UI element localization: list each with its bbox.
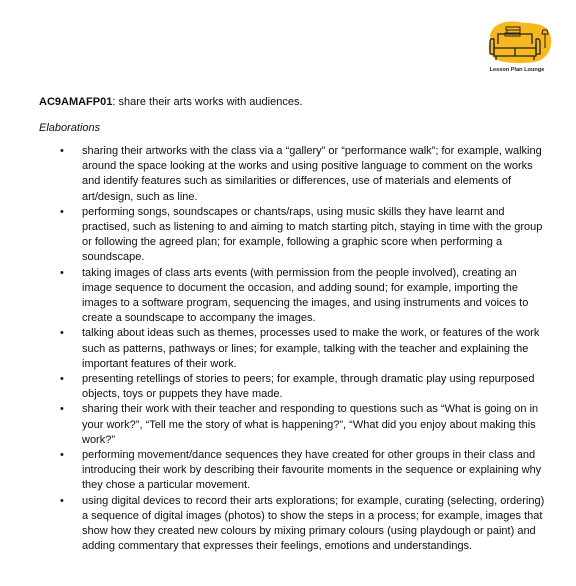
bullet-icon: •: [60, 205, 64, 218]
sofa-books-icon: [476, 18, 558, 68]
elaboration-item: [58, 494, 548, 555]
elaboration-text: sharing their artworks with the class via a “gallery” or “performance walk”; for example, walking around the space looking at the works and using positive language to comment on the works and identify features such as similarities or differences, use of materials and elements of art/design, such as line.: [82, 145, 542, 203]
elaboration-text: talking about ideas such as themes, processes used to make the work, or features of the work such as patterns, pathways or lines; for example, talking with the teacher and explaining the important features of their work.: [82, 327, 540, 370]
bullet-icon: •: [60, 266, 64, 279]
bullet-icon: •: [60, 373, 64, 386]
elaborations-heading: Elaborations: [39, 122, 101, 134]
elaboration-item: [58, 266, 548, 327]
outcome-code: AC9AMAFP01: [39, 96, 113, 108]
elaboration-item: [58, 144, 548, 205]
elaboration-text: performing songs, soundscapes or chants/raps, using music skills they have learnt and practised, such as listening to and aiming to match starting pitch, staying in time with the group or following the agreed plan; for example, following a graphic score when performing a soundscape.: [82, 205, 543, 264]
logo-text: Lesson Plan Lounge: [489, 67, 545, 73]
lesson-plan-lounge-logo: [476, 18, 558, 80]
elaboration-item: [58, 372, 548, 402]
elaboration-text: using digital devices to record their arts explorations; for example, curating (selecting, ordering) a sequence of digital images (photos) to show the steps in a process; for example, images that show how they created new colours by mixing primary colours (using playdough or paint) and adding commentary that expresses their feelings, emotions and understandings.: [82, 494, 545, 553]
elaboration-text: sharing their work with their teacher and responding to questions such as “What is going on in your work?”, “Tell me the story of what is happening?”, “What did you enjoy about making this work?”: [82, 403, 539, 446]
elaboration-item: [58, 326, 548, 372]
elaboration-item: [58, 205, 548, 266]
bullet-icon: •: [60, 403, 64, 416]
elaboration-item: [58, 448, 548, 494]
elaboration-text: performing movement/dance sequences they have created for other groups in their class and introducing their work by describing their favourite moments in the sequence or explaining why they chose a particular movement.: [82, 449, 542, 492]
bullet-icon: •: [60, 494, 64, 507]
bullet-icon: •: [60, 449, 64, 462]
elaboration-item: [58, 402, 548, 448]
bullet-icon: •: [60, 145, 64, 157]
elaboration-text: presenting retellings of stories to peers; for example, through dramatic play using repurposed objects, toys or puppets they have made.: [82, 373, 535, 401]
outcome-heading: [39, 95, 303, 109]
elaboration-text: taking images of class arts events (with permission from the people involved), creating an image sequence to document the occasion, and adding sound; for example, importing the images to a software program, sequencing the images, and using instruments and voices to create a soundscape to accompany the images.: [82, 266, 529, 325]
outcome-description: : share their arts works with audiences.: [112, 96, 303, 108]
elaborations-list: [58, 144, 548, 554]
bullet-icon: •: [60, 327, 64, 340]
